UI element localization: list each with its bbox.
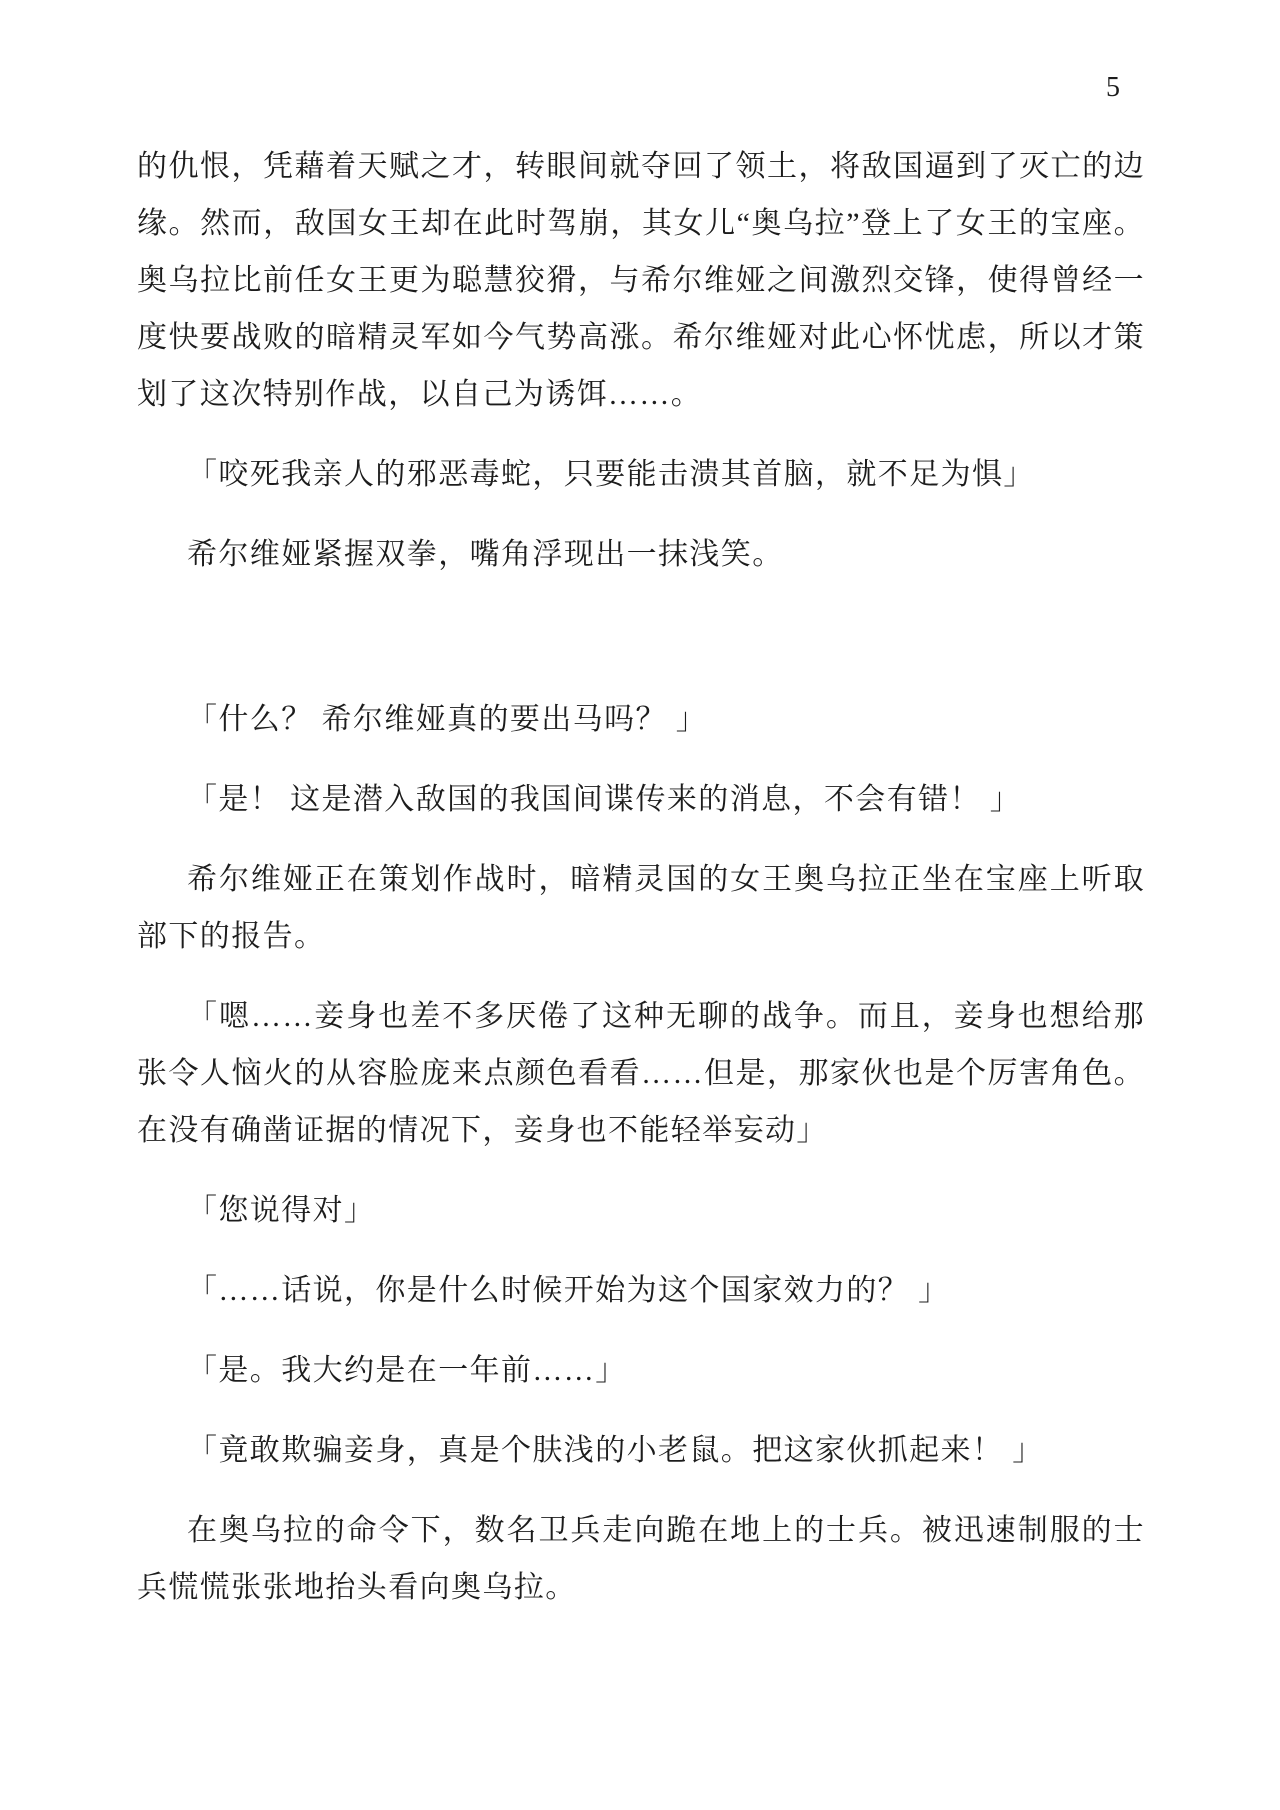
page-number: 5: [1106, 72, 1120, 103]
body-paragraph: 的仇恨，凭藉着天赋之才，转眼间就夺回了领土，将敌国逼到了灭亡的边缘。然而，敌国女王却在此时驾崩，其女儿“奥乌拉”登上了女王的宝座。奥乌拉比前任女王更为聪慧狡猾，与希尔维娅之间激烈交锋，使得曾经一度快要战败的暗精灵军如今气势高涨。希尔维娅对此心怀忧虑，所以才策划了这次特别作战，以自己为诱饵……。: [137, 150, 1145, 411]
dialogue-line: 「您说得对」: [187, 1194, 376, 1227]
body-paragraph: 希尔维娅正在策划作战时，暗精灵国的女王奥乌拉正坐在宝座上听取部下的报告。: [137, 863, 1145, 953]
dialogue-line: 「竟敢欺骗妾身，真是个肤浅的小老鼠。把这家伙抓起来！ 」: [187, 1434, 1044, 1467]
dialogue-line: 「咬死我亲人的邪恶毒蛇，只要能击溃其首脑，就不足为惧」: [187, 458, 1035, 491]
body-paragraph: 希尔维娅紧握双拳，嘴角浮现出一抹浅笑。: [187, 538, 784, 571]
text-block: [137, 138, 1145, 1639]
scene-break: [137, 606, 1145, 691]
dialogue-line: 「是！ 这是潜入敌国的我国间谍传来的消息，不会有错！ 」: [187, 783, 1022, 816]
dialogue-line: 「什么？ 希尔维娅真的要出马吗？ 」: [187, 703, 708, 736]
dialogue-line: 「是。我大约是在一年前……」: [187, 1354, 627, 1387]
dialogue-line: 「嗯……妾身也差不多厌倦了这种无聊的战争。而且，妾身也想给那张令人恼火的从容脸庞来点颜色看看……但是，那家伙也是个厉害角色。在没有确凿证据的情况下，妾身也不能轻举妄动」: [137, 1000, 1145, 1147]
body-paragraph: 在奥乌拉的命令下，数名卫兵走向跪在地上的士兵。被迅速制服的士兵慌慌张张地抬头看向奥乌拉。: [137, 1514, 1145, 1604]
dialogue-line: 「……话说，你是什么时候开始为这个国家效力的？ 」: [187, 1274, 950, 1307]
